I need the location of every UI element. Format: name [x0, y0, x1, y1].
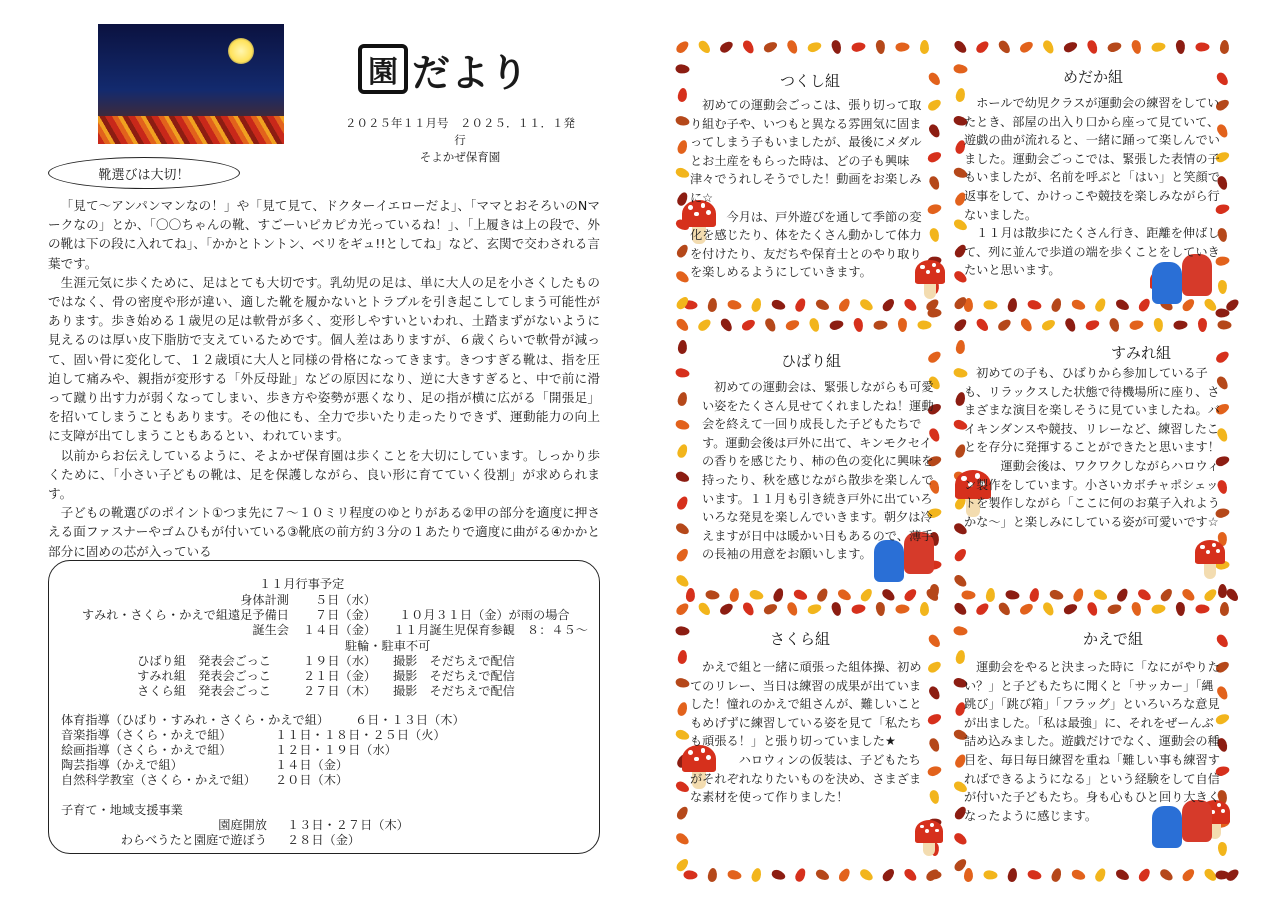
class-report [964, 94, 1220, 280]
event-date: ２１日（金） [303, 669, 377, 683]
leaf-icon [1153, 317, 1164, 332]
leaf-icon [718, 39, 735, 54]
event-date: ５日（水） [315, 593, 376, 607]
leaf-icon [952, 601, 968, 617]
leaf-icon [762, 40, 779, 54]
event-note: １１月誕生児保育参観 ８：４５～ [393, 623, 588, 637]
support-date: ２８日（金） [287, 833, 361, 847]
leaf-icon [952, 317, 968, 333]
schedule-heading: １１月行事予定 [259, 577, 345, 591]
leaf-icon [719, 317, 734, 334]
leaf-icon [1173, 320, 1188, 330]
leaf-icon [895, 604, 909, 614]
paragraph: 以前からお伝えしているように、そよかぜ保育園は歩くことを大切にしています。しっかり歩くために、「小さい子どもの靴は、足を保護しながら、良い形に育てていく役割」が求められます。 [48, 447, 600, 502]
event-note: １０月３１日（金）が雨の場合 [399, 608, 570, 622]
leaf-icon [1041, 601, 1056, 618]
class-report [690, 96, 930, 282]
issue-info [340, 115, 580, 166]
leaf-icon [762, 602, 779, 616]
leaf-icon [1218, 584, 1227, 598]
leaf-icon [1180, 587, 1196, 603]
leaf-icon [741, 39, 756, 56]
leaf-icon [1027, 299, 1043, 311]
leaf-icon [1115, 587, 1130, 604]
event-name: 誕生会 [252, 623, 289, 637]
event-name: すみれ・さくら・かえで組遠足予備日 [81, 608, 289, 622]
leaf-icon [920, 40, 929, 54]
leaf-icon [898, 318, 908, 332]
leaf-icon [1217, 320, 1231, 330]
leaf-icon [974, 39, 990, 55]
leaf-icon [1019, 317, 1034, 334]
leaf-icon [881, 867, 897, 884]
event-date: ７日（金） [315, 608, 376, 622]
leaf-icon [927, 870, 941, 879]
leaf-icon [697, 39, 713, 56]
class-date: ２０日（木） [275, 773, 349, 787]
leaf-icon [975, 317, 991, 333]
class-name: めだか組 [1062, 68, 1123, 86]
leaf-icon [1131, 601, 1143, 617]
leaf-icon [1018, 39, 1035, 54]
newsletter-title [358, 42, 529, 96]
event-date: １９日（水） [303, 654, 377, 668]
leaf-icon [1225, 587, 1241, 604]
paragraph: 初めての子も、ひばりから参加している子も、リラックスした状態で待機場所に座り、さまざまな演目を楽しそうに見ていましたね。バイキンダンスや競技、リレーなど、練習したことを存分に発揮することができたと思います！ [964, 366, 1220, 455]
leaf-icon [1151, 41, 1166, 52]
class-name: さくら組 [769, 630, 830, 648]
leaf-icon [875, 40, 886, 55]
leaf-icon [792, 588, 808, 602]
leaf-icon [718, 601, 735, 616]
class-panel-sakura [684, 622, 936, 852]
leaf-icon [895, 42, 909, 52]
leaf-icon [674, 39, 690, 55]
class-name: 陶芸指導（かえで組） [61, 758, 183, 772]
event-note: 撮影 そだちえで配信 [393, 669, 515, 683]
leaf-icon [1005, 589, 1020, 600]
leaf-icon [683, 870, 698, 880]
leaf-icon [1086, 39, 1099, 55]
leaf-icon [786, 601, 800, 617]
paragraph: 生涯元気に歩くために、足はとても大切です。乳幼児の足は、単に大人の足を小さくしたものではなく、骨の密度や形が違い、適した靴を履かないとトラブルを引き起こしてしまう可能性があります。歩き始める１歳児の足は軟骨が多く、変形しやすいといわれ、土踏まずがないように見えるのは厚い皮下脂肪で支えているためです。個人差はありますが、６歳くらいで軟骨が減って、固い骨に変化して、１２歳頃に大人と同様の骨格になってきます。きつすぎる靴は、指を圧迫して痛みや、親指が変形する「外反母趾」などの原因になり、逆に大きすぎると、中で前に滑って蹴り出す力が弱くなってしまい、歩き方や姿勢が悪くなり、足の指が横に広がる「開張足」を招いてしまうこともあります。その他にも、全力で歩いたり走ったりできず、運動能力の向上に支障が出てしまうこともあるとい、われています。 [48, 274, 601, 444]
moon-icon [228, 38, 254, 64]
leaf-icon [808, 317, 821, 333]
leaf-icon [983, 870, 998, 880]
issue-line: ２０２５年１１月号 ２０２５．１１．１発行 [345, 116, 575, 147]
leaf-icon [750, 867, 763, 883]
class-name: すみれ組 [1110, 344, 1171, 362]
leaf-icon [1062, 602, 1078, 616]
class-name: 音楽指導（さくら・かえで組） [61, 728, 232, 742]
support-name: 園庭開放 [218, 818, 267, 832]
autumn-night-illustration [98, 24, 284, 144]
paragraph: ホールで幼児クラスが運動会の練習をしていたとき、部屋の出入り口から座って見ていて、遊戯の曲が流れると、一緒に踊って楽しんでいました。運動会ごっこでは、緊張した表情の子もいましたが、名前を呼ぶと「はい」と笑顔で返事をして、かけっこや競技を楽しみながら行ないました。 [964, 96, 1220, 222]
leaf-icon [1175, 40, 1185, 55]
leaf-icon [997, 601, 1013, 618]
leaf-icon [1220, 602, 1230, 616]
leaf-icon [814, 868, 831, 883]
leaf-icon [964, 868, 973, 882]
leaf-icon [851, 41, 866, 53]
leaf-icon [727, 299, 743, 311]
leaf-icon [917, 320, 931, 329]
title-text: だより [412, 50, 530, 95]
leaf-icon [920, 602, 929, 616]
class-date: １４日（金） [275, 758, 349, 772]
paragraph: 運動会後は、ワクワクしながらハロウィン製作をしています。小さいカボチャポシェットを製作しながら「ここに何のお菓子入れようかな～」と楽しみにしている姿が可愛いです☆ [964, 458, 1220, 529]
class-name: 絵画指導（さくら・かえで組） [61, 743, 232, 757]
leaf-icon [1158, 867, 1175, 883]
leaf-icon [1202, 587, 1218, 603]
article-body [48, 196, 600, 561]
leaf-icon [851, 603, 866, 615]
class-date: １２日・１９日（水） [275, 743, 397, 757]
leaf-icon [770, 298, 786, 311]
leaf-icon [1159, 587, 1175, 604]
leaf-icon [1050, 867, 1063, 883]
event-note: 撮影 そだちえで配信 [393, 684, 515, 698]
leaf-icon [1137, 867, 1152, 884]
leaf-icon [1048, 589, 1064, 602]
event-note: 撮影 そだちえで配信 [393, 654, 515, 668]
class-panel-medaka [962, 60, 1224, 300]
leaf-icon [786, 39, 800, 55]
leaf-icon [705, 590, 720, 601]
leaf-icon [727, 869, 743, 881]
leaf-icon [707, 867, 718, 882]
leaf-icon [1092, 588, 1109, 602]
leaf-icon [1198, 318, 1207, 332]
topic-title [48, 157, 240, 189]
leaf-icon [1027, 869, 1043, 881]
leaf-icon [1063, 317, 1077, 333]
leaf-icon [875, 602, 886, 617]
schedule-box [48, 560, 600, 854]
leaf-icon [806, 602, 822, 615]
leaf-icon [1062, 40, 1078, 54]
class-report [702, 378, 934, 564]
class-report [964, 364, 1222, 531]
event-date: １４日（金） [303, 623, 377, 637]
leaf-icon [961, 590, 975, 599]
leaf-icon [696, 317, 713, 333]
leaf-icon [674, 317, 690, 333]
event-name: ひばり組 発表会ごっこ [137, 654, 271, 668]
class-panel-tsukushi [684, 60, 936, 300]
paragraph: 「見て～アンパンマンなの！」や「見て見て、ドクターイエローだよ」、「ママとおそろいのNマークなの」とか、「〇〇ちゃんの靴、すごーいピカピカ光っているね！」、「上履きは上の段で、外の靴は下の段に入れてね」、「かかとトントン、ベリをギュ!!としてね」など、玄関で交わされる言葉です。 [48, 198, 600, 271]
paragraph: 初めての運動会ごっこは、張り切って取り組む子や、いつもと異なる雰囲気に固まってしまう子もいましたが、最後にメダルとお土産をもらった時は、どの子も興味津々でうれしそうでした！動画をお楽しみに☆ [690, 98, 922, 205]
leaf-icon [1093, 867, 1107, 884]
leaf-icon [974, 601, 990, 617]
leaf-icon [1108, 317, 1121, 333]
leaf-icon [1041, 39, 1056, 56]
class-date: １１日・１８日・２５日（火） [275, 728, 446, 742]
leaf-icon [873, 320, 888, 331]
paragraph: １１月は散歩にたくさん行き、距離を伸ばして、列に並んで歩道の端を歩くことをしていきたいと思います。 [964, 226, 1220, 278]
leaf-icon [674, 601, 690, 617]
leaf-icon [770, 868, 786, 881]
leaf-icon [983, 300, 998, 310]
leaf-icon [927, 308, 941, 317]
leaf-icon [741, 601, 756, 618]
leaf-icon [1007, 867, 1018, 882]
paragraph: 今月は、戸外遊びを通して季節の変化を感じたり、体をたくさん動かして体力を付けたり、友だちや保育士とのやり取りを楽しめるようにしていきます。 [690, 209, 922, 280]
event-name: 身体計測 [240, 593, 289, 607]
leaf-icon [902, 867, 918, 883]
leaf-icon [952, 39, 968, 55]
class-report [690, 658, 930, 807]
class-name: 体育指導（ひばり・すみれ・さくら・かえで組） [61, 713, 330, 727]
leaf-icon [830, 39, 842, 55]
class-name: かえで組 [1082, 630, 1143, 648]
leaf-icon [1084, 318, 1100, 331]
class-panel-hibari [684, 340, 938, 590]
publisher: そよかぜ保育園 [419, 150, 501, 164]
class-name: 自然科学教室（さくら・かえで組） [61, 773, 256, 787]
leaf-icon [1195, 42, 1209, 51]
leaf-icon [1072, 587, 1086, 603]
leaf-icon [749, 589, 765, 602]
leaf-icon [1114, 868, 1131, 883]
paragraph: 初めての運動会は、緊張しながらも可愛い姿をたくさん見せてくれましたね！運動会を終えて一回り成長した子どもたちです。運動会後は戸外に出て、キンモクセイの香りを感じたり、柿の色の変化に興味を持ったり、秋を感じながら散歩を楽しんでいます。１１月も引き続き戸外に出ていろいろな発見を楽しんでいきます。朝夕は冷えますが日中は暖かい日もあるので、薄手の長袖の用意をお願いします。 [702, 380, 934, 562]
leaf-icon [1070, 868, 1086, 882]
paragraph: かえで組と一緒に頑張った組体操、初めてのリレー、当日は練習の成果が出ていました！憧れのかえで組さんが、難しいこともめげずに練習している姿を見て「私たちも頑張る！」と張り切っていました★ [690, 660, 922, 749]
leaf-icon [1131, 39, 1143, 55]
leaf-icon [853, 317, 865, 332]
leaf-icon [1129, 319, 1145, 331]
event-name: すみれ組 発表会ごっこ [137, 669, 271, 683]
leaf-icon [1028, 587, 1040, 603]
class-date: ６日・１３日（木） [355, 713, 465, 727]
leaf-icon [1018, 601, 1035, 616]
leaf-icon [1195, 604, 1209, 613]
paragraph: ハロウィンの仮装は、子どもたちがそれぞれなりたいものを決め、さまざまな素材を使って作りました！ [690, 752, 922, 805]
leaf-icon [806, 40, 822, 53]
leaf-icon [784, 318, 800, 332]
class-report [964, 658, 1220, 825]
paragraph: 子どもの靴選びのポイント①つま先に７～１０ミリ程度のゆとりがある②甲の部分を適度に押さえる面ファスナーやゴムひもが付いている③靴底の前方約３分の１あたりで適度に曲がる④かかと部分に固めの芯が入っている [48, 505, 600, 559]
leaf-icon [697, 601, 713, 618]
leaf-icon [1086, 601, 1099, 617]
leaf-icon [858, 867, 875, 883]
leaf-icon [1175, 602, 1185, 617]
leaf-icon [830, 601, 842, 617]
leaf-icon [740, 318, 757, 333]
leaf-icon [1180, 867, 1196, 883]
event-name: さくら組 発表会ごっこ [137, 684, 271, 698]
leaf-icon [1040, 318, 1057, 333]
title-box-character: 園 [358, 44, 408, 94]
leaf-icon [985, 588, 995, 603]
paragraph: 運動会をやると決まった時に「なにがやりたい？」と子どもたちに聞くと「サッカー」「縄跳び」「跳び箱」「フラッグ」といろいろな意見が出ました。「私は最強」に、それをぜーんぶ詰め込みました。遊戯だけでなく、運動会の種目を、毎日毎日練習を重ね「難しい事も練習すればできるようになる」という経験をして自信が付いた子どもたち。身も心もひと回り大きくなったように感じます。 [964, 660, 1220, 823]
leaf-icon [1106, 603, 1122, 616]
class-panel-kaede [962, 622, 1224, 852]
leaf-icon [1136, 587, 1153, 602]
leaf-icon [1151, 603, 1166, 614]
event-date: ２７日（木） [303, 684, 377, 698]
topic-title-text: 靴選びは大切！ [98, 167, 190, 183]
leaf-icon [1106, 41, 1122, 54]
support-date: １３日・２７日（木） [287, 818, 409, 832]
support-name: わらべうたと園庭で遊ぼう [120, 833, 267, 847]
event-note: 駐輪・駐車不可 [345, 639, 431, 653]
leaf-icon [763, 317, 777, 334]
leaf-icon [829, 319, 845, 331]
leaf-icon [794, 867, 808, 883]
class-name: つくし組 [779, 72, 840, 90]
leaf-icon [837, 867, 852, 884]
leaf-icon [1070, 298, 1086, 312]
autumn-leaves-decoration [98, 116, 284, 144]
leaf-icon [996, 317, 1013, 333]
leaf-icon [997, 39, 1013, 56]
class-name: ひばり組 [780, 352, 841, 370]
leaf-icon [1220, 40, 1230, 54]
leaf-icon [1216, 309, 1230, 318]
support-heading: 子育て・地域支援事業 [61, 803, 183, 817]
class-panel-sumire [962, 336, 1224, 586]
